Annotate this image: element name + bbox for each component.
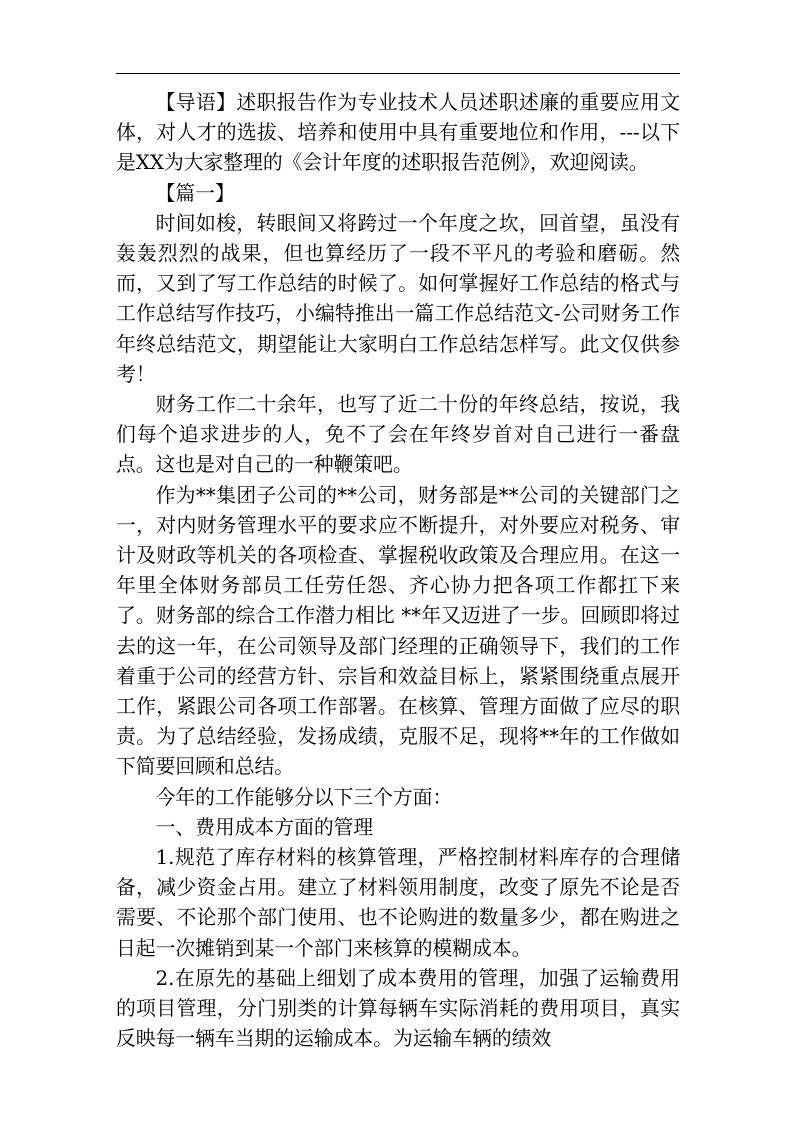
body-paragraph: 财务工作二十余年，也写了近二十份的年终总结，按说，我们每个追求进步的人，免不了会在年终岁首对自己进行一番盘点。这也是对自己的一种鞭策吧。 [116,393,680,477]
body-paragraph: 今年的工作能够分以下三个方面： [155,785,453,809]
body-paragraph: 作为**集团子公司的**公司，财务部是**公司的关键部门之一，对内财务管理水平的要求应不断提升，对外要应对税务、审计及财政等机关的各项检查、掌握税收政策及合理应用。在这一年里全体财务部员工任劳任怨、齐心协力把各项工作都扛下来了。财务部的综合工作潜力相比 **年又迈进了一步。回顾即将过去的这一年，在公司领导及部门经理的正确领导下，我们的工作着重于公司的经营方针、宗旨和效益目标上，紧紧围绕重点展开工作，紧跟公司各项工作部署。在核算、管理方面做了应尽的职责。为了总结经验，发扬成绩，克服不足，现将**年的工作做如下简要回顾和总结。 [116,483,680,779]
intro-paragraph: 【导语】述职报告作为专业技术人员述职述廉的重要应用文体，对人才的选拔、培养和使用中具有重要地位和作用，---以下是XX为大家整理的《会计年度的述职报告范例》，欢迎阅读。 [116,91,680,175]
subsection-heading: 一、费用成本方面的管理 [155,815,374,839]
document-body [116,88,680,1055]
header-rule [116,73,680,74]
section-heading: 【篇一】 [155,181,235,205]
list-item: 2.在原先的基础上细划了成本费用的管理，加强了运输费用的项目管理，分门别类的计算每辆车实际消耗的费用项目，真实反映每一辆车当期的运输成本。为运输车辆的绩效 [116,966,680,1051]
body-paragraph: 时间如梭，转眼间又将跨过一个年度之坎，回首望，虽没有轰轰烈烈的战果，但也算经历了一段不平凡的考验和磨砺。然而，又到了写工作总结的时候了。如何掌握好工作总结的格式与工作总结写作技巧，小编特推出一篇工作总结范文-公司财务工作年终总结范文，期望能让大家明白工作总结怎样写。此文仅供参考！ [116,211,680,386]
list-item: 1.规范了库存材料的核算管理，严格控制材料库存的合理储备，减少资金占用。建立了材料领用制度，改变了原先不论是否需要、不论那个部门使用、也不论购进的数量多少，都在购进之日起一次摊销到某一个部门来核算的模糊成本。 [116,846,680,960]
